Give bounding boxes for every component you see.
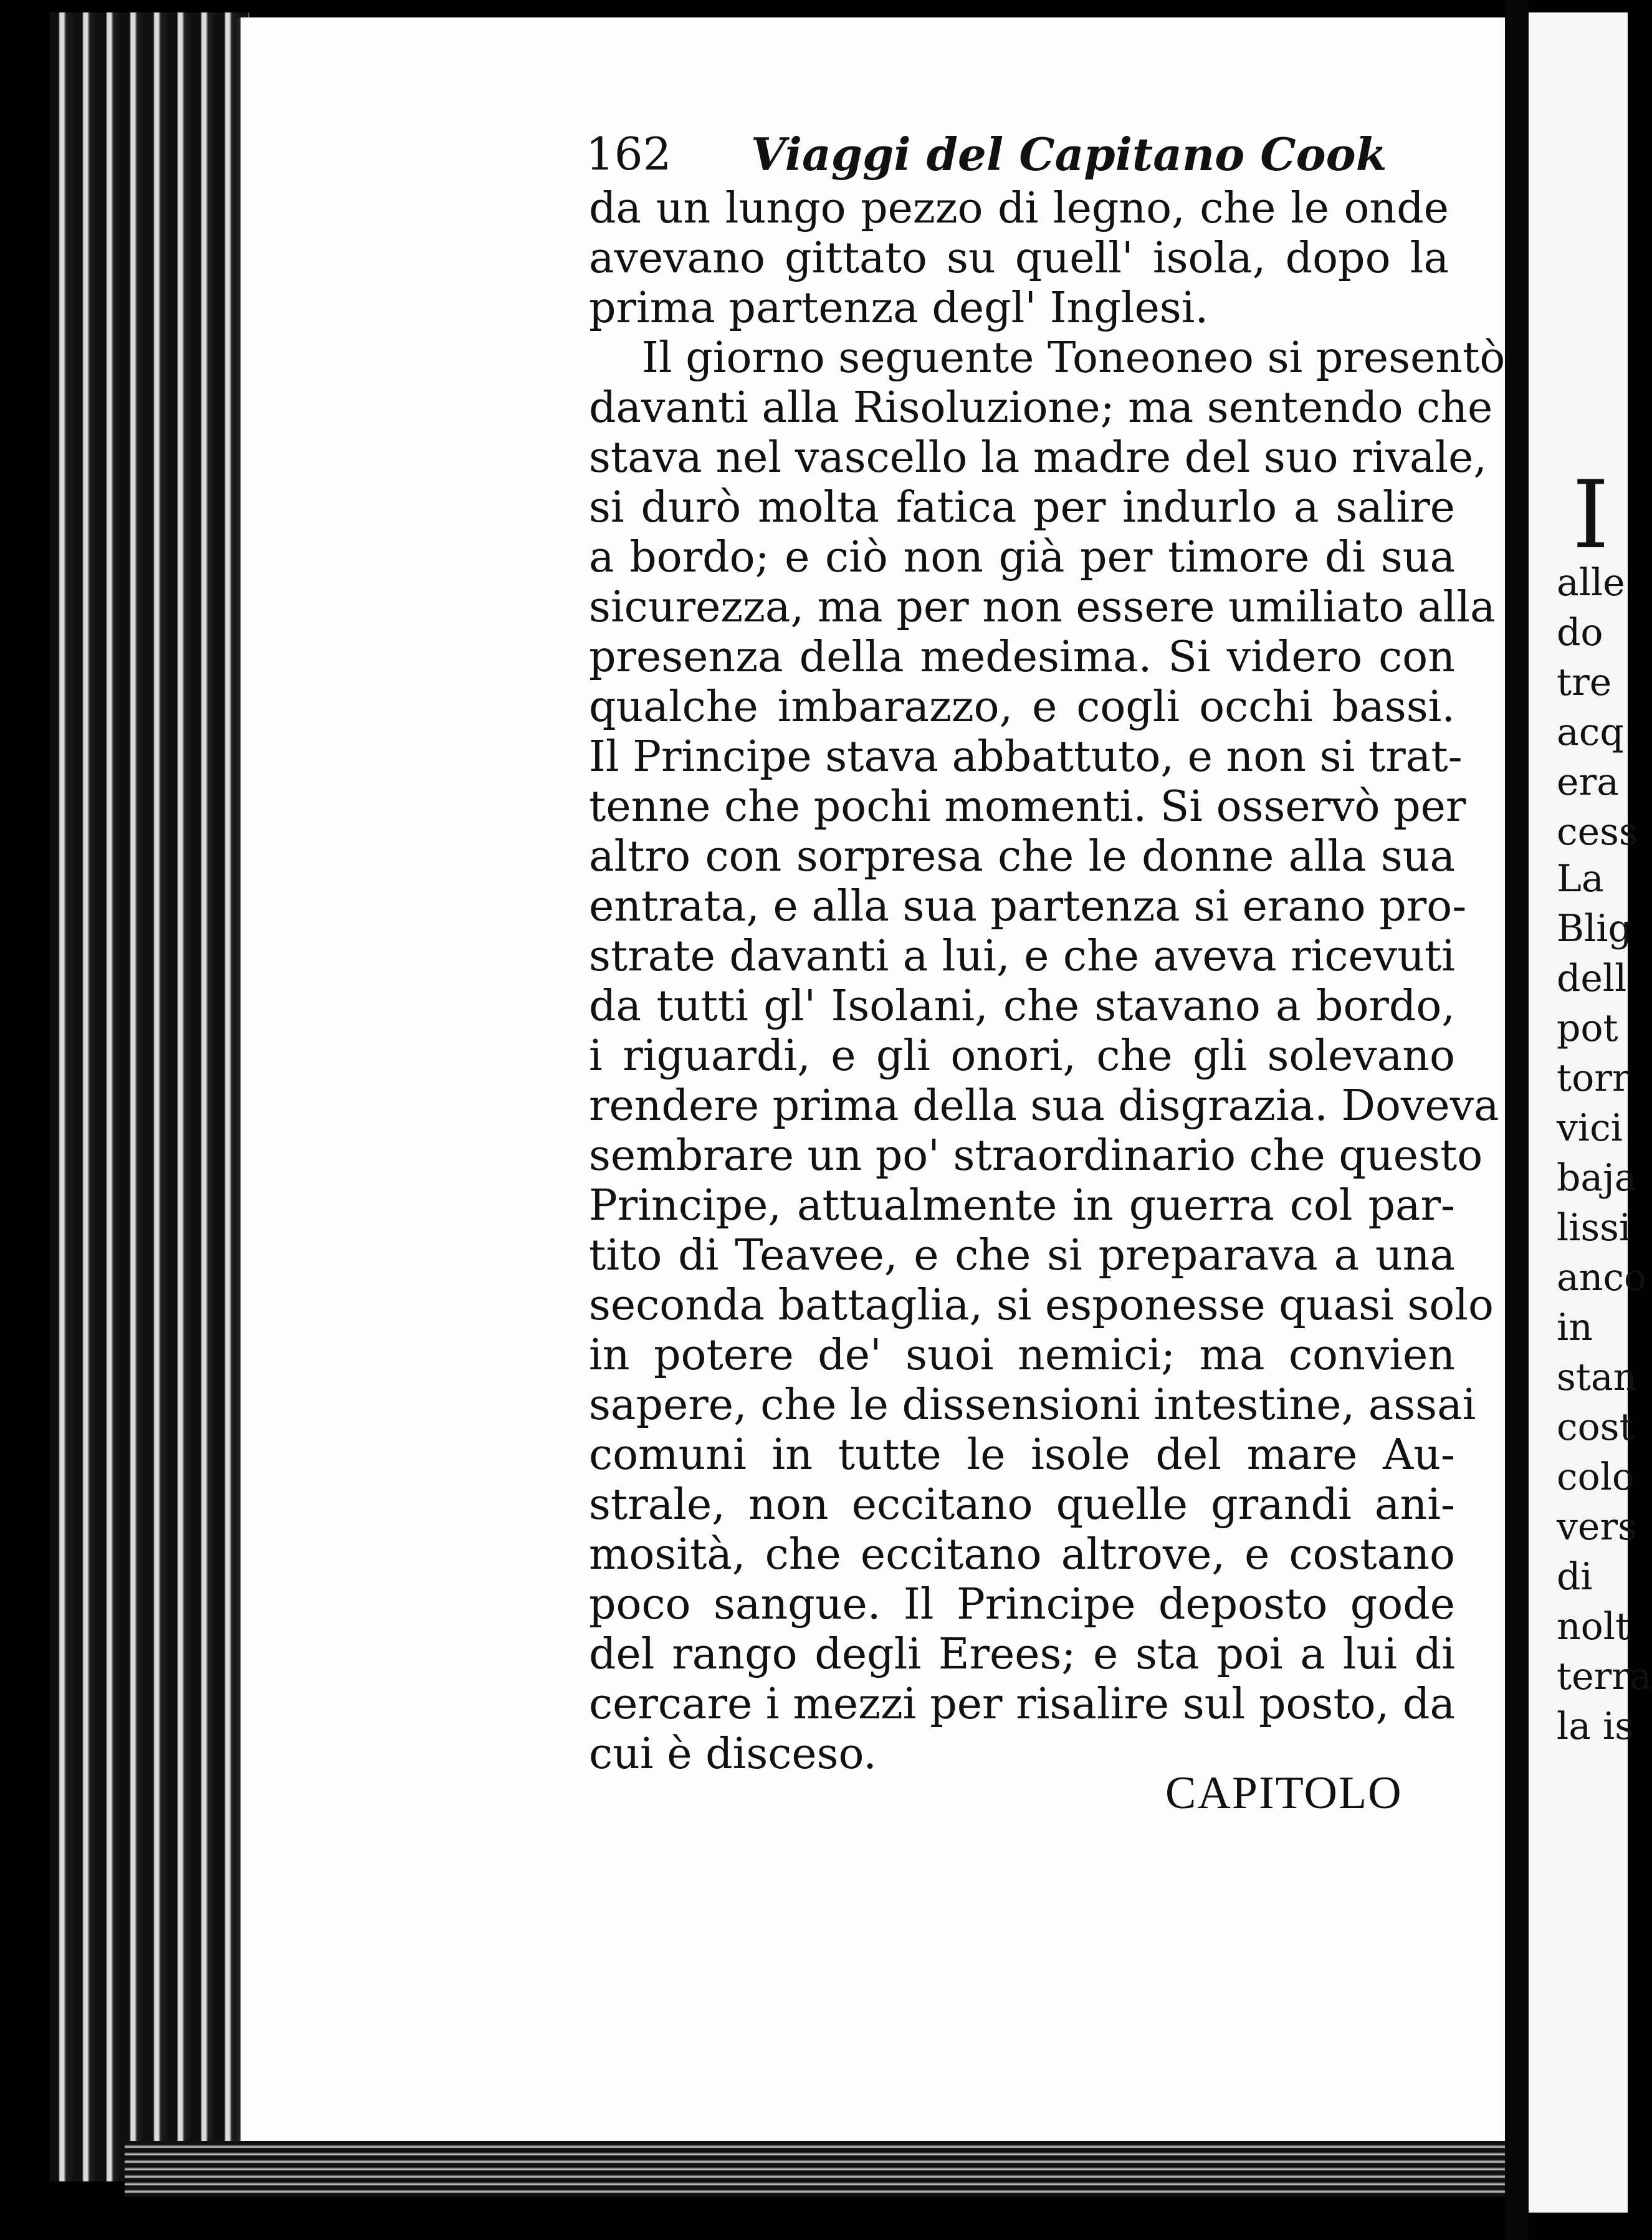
facing-text-fragment: dell bbox=[1557, 957, 1627, 1000]
text-line: i riguardi, e gli onori, che gli solevano bbox=[589, 1031, 1455, 1081]
text-line: strate davanti a lui, e che aveva ricevuti bbox=[589, 932, 1455, 981]
text-line: stava nel vascello la madre del suo rivale, bbox=[589, 433, 1487, 482]
facing-text-fragment: acq bbox=[1557, 711, 1624, 754]
text-line: prima partenza degl' Inglesi. bbox=[589, 284, 1209, 333]
facing-text-fragment: anco bbox=[1557, 1256, 1647, 1299]
drop-cap-initial: I bbox=[1572, 461, 1610, 570]
facing-text-fragment: la is bbox=[1557, 1705, 1635, 1748]
text-line: seconda battaglia, si esponesse quasi solo bbox=[589, 1281, 1494, 1330]
text-line: davanti alla Risoluzione; ma sentendo che bbox=[589, 383, 1493, 433]
facing-text-fragment: La bbox=[1557, 857, 1604, 901]
text-line: tenne che pochi momenti. Si osservò per bbox=[589, 782, 1466, 831]
text-line: Principe, attualmente in guerra col par- bbox=[589, 1181, 1455, 1230]
page-number: 162 bbox=[586, 128, 672, 180]
facing-text-fragment: torr bbox=[1557, 1056, 1630, 1100]
facing-text-fragment: baja bbox=[1557, 1156, 1637, 1200]
facing-page bbox=[1529, 12, 1652, 2213]
facing-text-fragment: in bbox=[1557, 1306, 1593, 1349]
text-line: presenza della medesima. Si videro con bbox=[589, 633, 1455, 682]
text-line: qualche imbarazzo, e cogli occhi bassi. bbox=[589, 682, 1455, 732]
facing-text-fragment: stan bbox=[1557, 1356, 1638, 1399]
page-header bbox=[586, 128, 1387, 184]
book-gutter bbox=[1505, 0, 1529, 2240]
text-line: del rango degli Erees; e sta poi a lui di bbox=[589, 1630, 1455, 1679]
facing-text-fragment: do bbox=[1557, 611, 1603, 654]
text-line: sicurezza, ma per non essere umiliato alla bbox=[589, 583, 1496, 632]
text-line: cercare i mezzi per risalire sul posto, da bbox=[589, 1680, 1455, 1729]
facing-text-fragment: alle bbox=[1557, 561, 1625, 605]
facing-text-fragment: Blig bbox=[1557, 907, 1632, 950]
text-line: altro con sorpresa che le donne alla sua bbox=[589, 832, 1455, 881]
facing-text-fragment: lissi bbox=[1557, 1206, 1631, 1250]
catchword: CAPITOLO bbox=[1165, 1768, 1403, 1819]
text-line: strale, non eccitano quelle grandi ani- bbox=[589, 1480, 1455, 1529]
text-line: cui è disceso. bbox=[589, 1730, 877, 1779]
text-line: poco sangue. Il Principe deposto gode bbox=[589, 1580, 1455, 1629]
facing-text-fragment: terra bbox=[1557, 1655, 1652, 1698]
facing-text-fragment: era bbox=[1557, 760, 1619, 804]
text-line: Il giorno seguente Toneoneo si presentò bbox=[642, 333, 1506, 383]
facing-text-fragment: colo bbox=[1557, 1455, 1635, 1499]
text-line: da tutti gl' Isolani, che stavano a bordo, bbox=[589, 982, 1455, 1031]
book-page-edges bbox=[50, 12, 249, 2181]
facing-text-fragment: pot bbox=[1557, 1007, 1618, 1050]
facing-text-fragment: di bbox=[1557, 1555, 1593, 1599]
text-line: sapere, che le dissensioni intestine, assai bbox=[589, 1381, 1476, 1430]
text-line: a bordo; e ciò non già per timore di sua bbox=[589, 533, 1455, 582]
text-line: comuni in tutte le isole del mare Au- bbox=[589, 1430, 1455, 1480]
facing-text-fragment: cost bbox=[1557, 1405, 1635, 1449]
text-line: in potere de' suoi nemici; ma convien bbox=[589, 1331, 1455, 1380]
text-line: rendere prima della sua disgrazia. Doveva bbox=[589, 1081, 1499, 1131]
text-line: si durò molta fatica per indurlo a salire bbox=[589, 483, 1455, 532]
facing-text-fragment: tre bbox=[1557, 661, 1612, 704]
text-line: Il Principe stava abbattuto, e non si trat- bbox=[589, 732, 1463, 782]
facing-text-fragment: vers bbox=[1557, 1505, 1637, 1549]
facing-text-fragment: cess bbox=[1557, 810, 1638, 854]
text-line: tito di Teavee, e che si preparava a una bbox=[589, 1231, 1455, 1280]
text-line: mosità, che eccitano altrove, e costano bbox=[589, 1530, 1455, 1579]
text-line: sembrare un po' straordinario che questo bbox=[589, 1131, 1483, 1180]
text-line: avevano gittato su quell' isola, dopo la bbox=[589, 234, 1449, 283]
body-text bbox=[589, 184, 1506, 1779]
facing-text-fragment: vici bbox=[1557, 1106, 1623, 1150]
facing-text-fragment: nolt bbox=[1557, 1605, 1631, 1649]
running-title: Viaggi del Capitano Cook bbox=[751, 128, 1387, 181]
page-bottom-edge bbox=[125, 2141, 1527, 2197]
text-line: entrata, e alla sua partenza si erano pro- bbox=[589, 882, 1467, 931]
text-line: da un lungo pezzo di legno, che le onde bbox=[589, 184, 1449, 233]
